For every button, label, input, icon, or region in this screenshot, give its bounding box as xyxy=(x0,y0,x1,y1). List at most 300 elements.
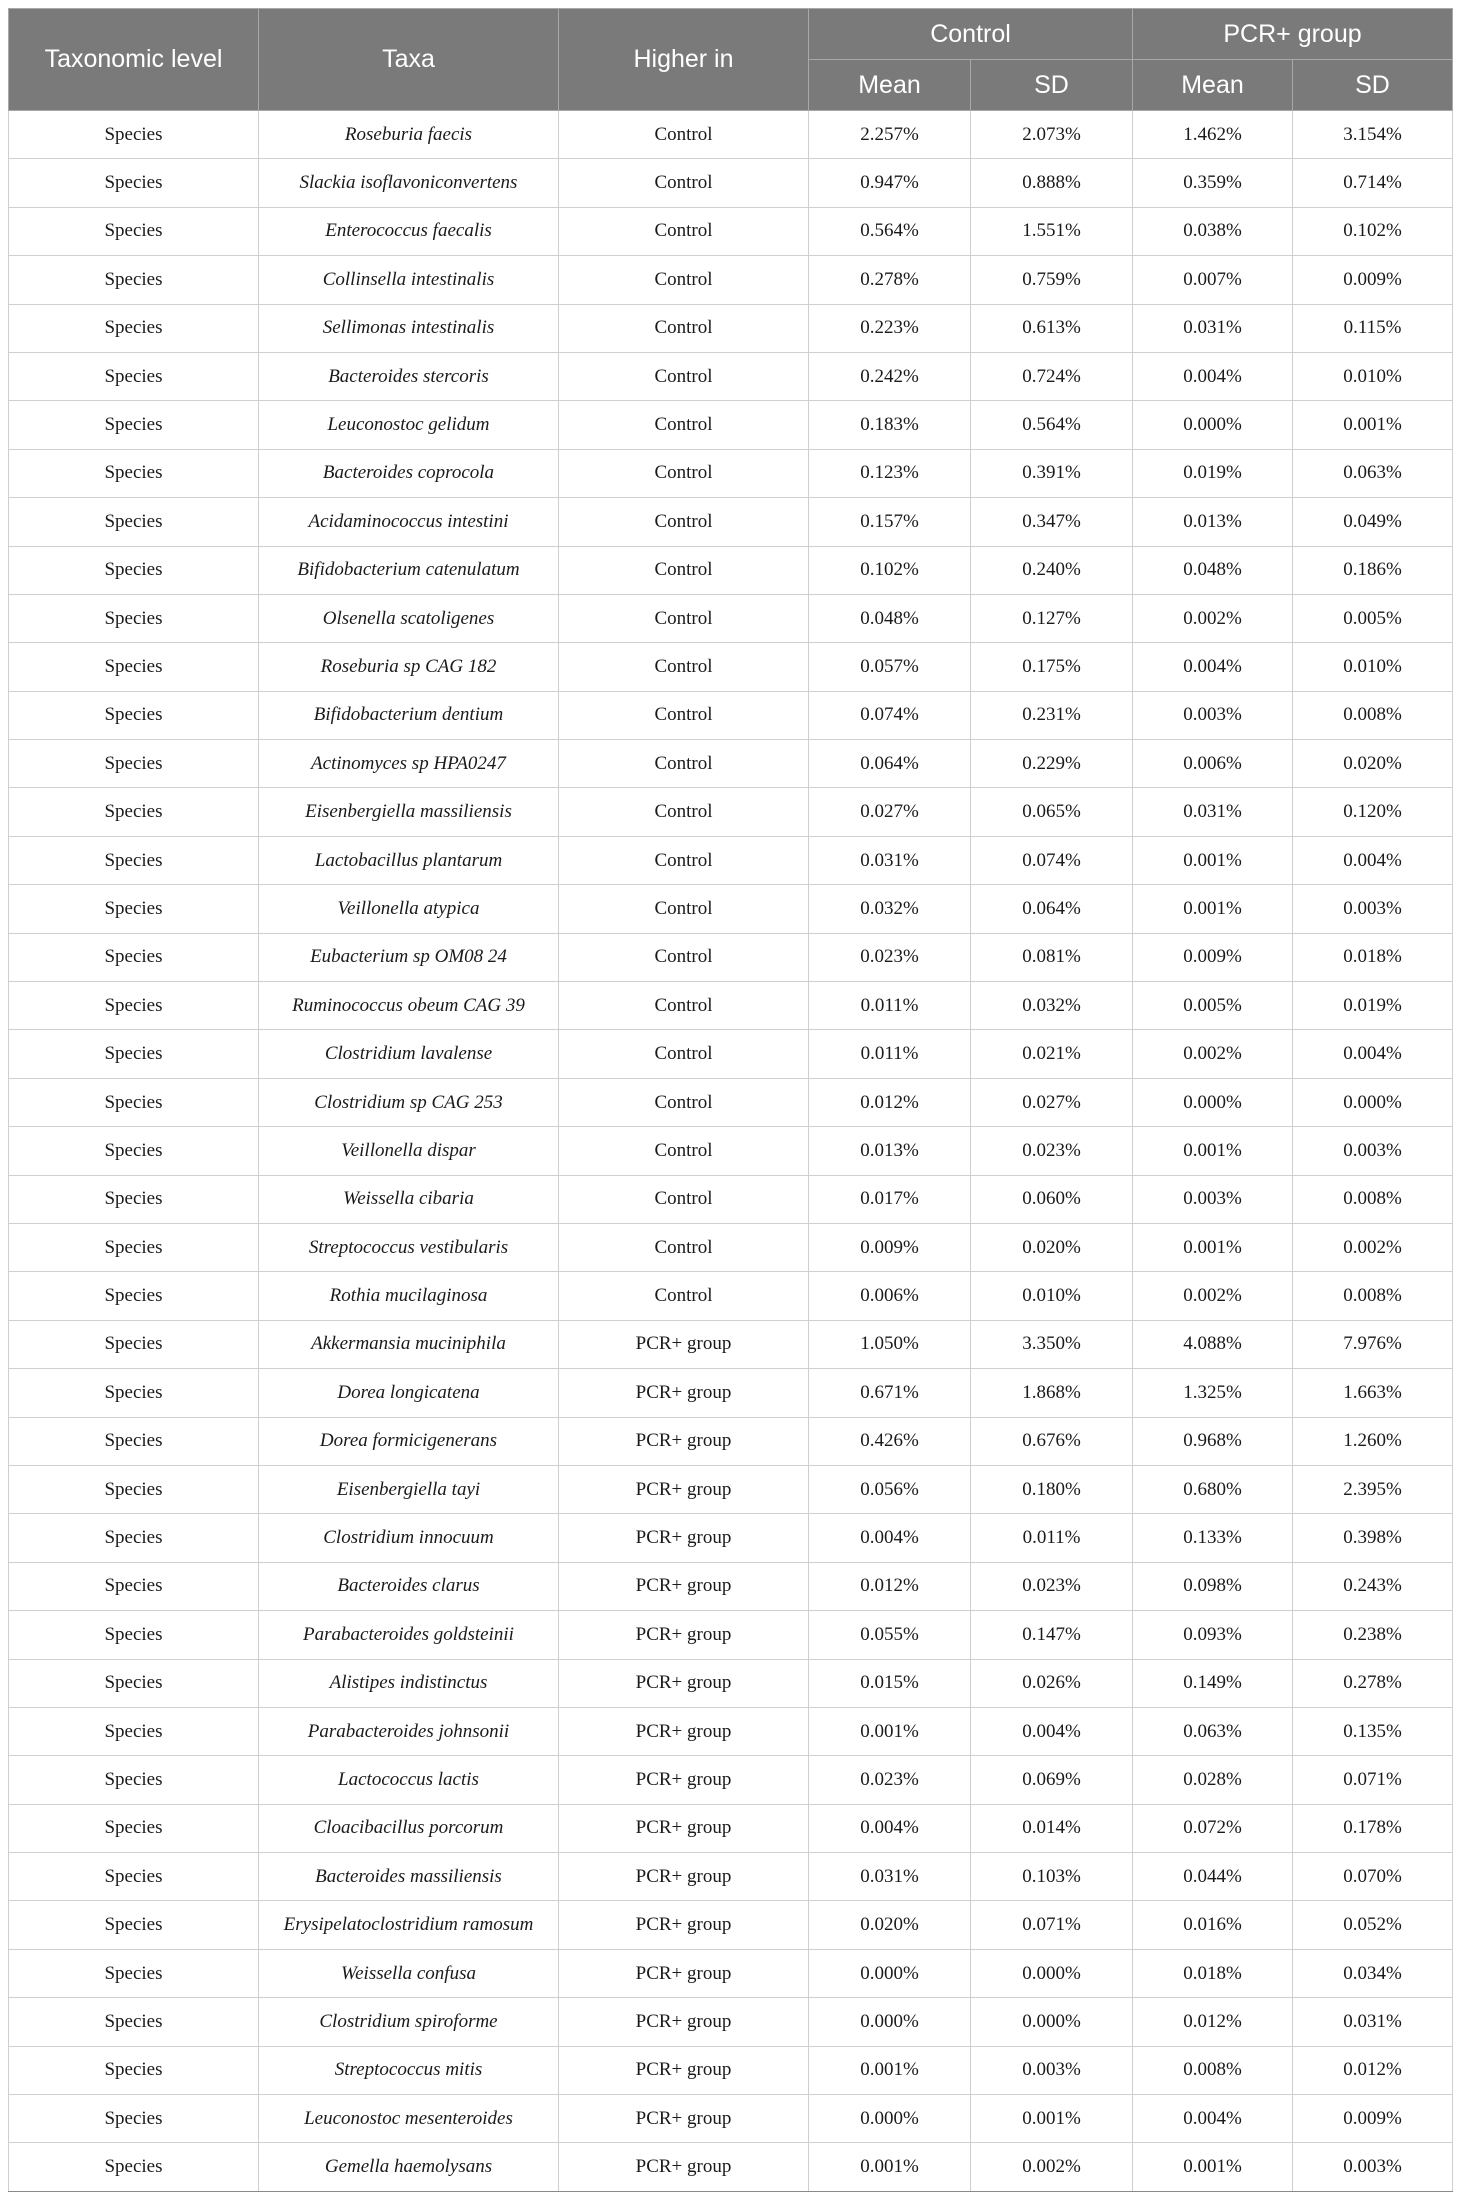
cell-taxonomic-level: Species xyxy=(9,836,259,884)
cell-pcr-mean: 0.004% xyxy=(1133,2095,1293,2143)
cell-higher-in: PCR+ group xyxy=(559,1369,809,1417)
table-row xyxy=(9,643,1453,691)
cell-taxa: Eisenbergiella massiliensis xyxy=(259,788,559,836)
cell-higher-in: PCR+ group xyxy=(559,1514,809,1562)
cell-control-sd: 0.081% xyxy=(971,933,1133,981)
cell-pcr-mean: 0.031% xyxy=(1133,788,1293,836)
cell-pcr-mean: 0.001% xyxy=(1133,885,1293,933)
cell-control-sd: 0.180% xyxy=(971,1465,1133,1513)
table-row xyxy=(9,1901,1453,1949)
cell-pcr-mean: 0.001% xyxy=(1133,1223,1293,1271)
cell-taxa: Weissella confusa xyxy=(259,1949,559,1997)
cell-taxa: Bifidobacterium dentium xyxy=(259,691,559,739)
cell-control-sd: 0.064% xyxy=(971,885,1133,933)
cell-pcr-mean: 0.093% xyxy=(1133,1611,1293,1659)
cell-control-mean: 0.011% xyxy=(809,982,971,1030)
table-row xyxy=(9,2046,1453,2094)
table-row xyxy=(9,1369,1453,1417)
cell-control-mean: 0.057% xyxy=(809,643,971,691)
cell-pcr-sd: 0.003% xyxy=(1293,1127,1453,1175)
table-row xyxy=(9,1562,1453,1610)
cell-control-sd: 0.103% xyxy=(971,1853,1133,1901)
cell-higher-in: PCR+ group xyxy=(559,2046,809,2094)
cell-control-mean: 0.564% xyxy=(809,207,971,255)
cell-control-mean: 0.064% xyxy=(809,740,971,788)
cell-taxa: Clostridium spiroforme xyxy=(259,1998,559,2046)
cell-taxa: Lactobacillus plantarum xyxy=(259,836,559,884)
cell-control-mean: 0.031% xyxy=(809,836,971,884)
cell-taxonomic-level: Species xyxy=(9,933,259,981)
cell-pcr-sd: 0.034% xyxy=(1293,1949,1453,1997)
header-higher-in: Higher in xyxy=(559,9,809,111)
cell-higher-in: PCR+ group xyxy=(559,1998,809,2046)
cell-control-mean: 0.006% xyxy=(809,1272,971,1320)
cell-higher-in: PCR+ group xyxy=(559,1901,809,1949)
cell-higher-in: PCR+ group xyxy=(559,1320,809,1368)
cell-taxonomic-level: Species xyxy=(9,1611,259,1659)
cell-pcr-mean: 4.088% xyxy=(1133,1320,1293,1368)
cell-higher-in: PCR+ group xyxy=(559,1417,809,1465)
cell-control-sd: 3.350% xyxy=(971,1320,1133,1368)
cell-taxa: Gemella haemolysans xyxy=(259,2143,559,2191)
cell-control-mean: 2.257% xyxy=(809,111,971,159)
cell-control-sd: 0.074% xyxy=(971,836,1133,884)
cell-control-mean: 0.123% xyxy=(809,449,971,497)
header-pcr-sd: SD xyxy=(1293,60,1453,111)
cell-taxa: Leuconostoc mesenteroides xyxy=(259,2095,559,2143)
table-row xyxy=(9,401,1453,449)
cell-control-sd: 0.060% xyxy=(971,1175,1133,1223)
cell-taxa: Eubacterium sp OM08 24 xyxy=(259,933,559,981)
cell-pcr-mean: 0.063% xyxy=(1133,1707,1293,1755)
cell-higher-in: Control xyxy=(559,498,809,546)
cell-pcr-sd: 0.238% xyxy=(1293,1611,1453,1659)
cell-taxa: Clostridium lavalense xyxy=(259,1030,559,1078)
cell-pcr-mean: 0.007% xyxy=(1133,256,1293,304)
cell-pcr-mean: 0.001% xyxy=(1133,2143,1293,2191)
cell-pcr-sd: 3.154% xyxy=(1293,111,1453,159)
cell-higher-in: PCR+ group xyxy=(559,1707,809,1755)
cell-taxonomic-level: Species xyxy=(9,1030,259,1078)
cell-higher-in: PCR+ group xyxy=(559,1611,809,1659)
table-row xyxy=(9,1030,1453,1078)
cell-control-mean: 0.278% xyxy=(809,256,971,304)
cell-higher-in: Control xyxy=(559,1223,809,1271)
cell-taxonomic-level: Species xyxy=(9,401,259,449)
cell-taxonomic-level: Species xyxy=(9,1078,259,1126)
cell-higher-in: Control xyxy=(559,1175,809,1223)
cell-pcr-mean: 0.038% xyxy=(1133,207,1293,255)
cell-higher-in: Control xyxy=(559,546,809,594)
table-row xyxy=(9,498,1453,546)
cell-higher-in: PCR+ group xyxy=(559,1804,809,1852)
cell-taxa: Alistipes indistinctus xyxy=(259,1659,559,1707)
cell-control-mean: 0.023% xyxy=(809,1756,971,1804)
cell-higher-in: Control xyxy=(559,401,809,449)
cell-higher-in: Control xyxy=(559,1272,809,1320)
cell-taxonomic-level: Species xyxy=(9,1223,259,1271)
cell-control-mean: 0.011% xyxy=(809,1030,971,1078)
cell-taxonomic-level: Species xyxy=(9,1901,259,1949)
cell-taxa: Clostridium innocuum xyxy=(259,1514,559,1562)
cell-control-sd: 0.004% xyxy=(971,1707,1133,1755)
cell-pcr-sd: 0.070% xyxy=(1293,1853,1453,1901)
cell-pcr-sd: 0.003% xyxy=(1293,2143,1453,2191)
cell-pcr-mean: 0.009% xyxy=(1133,933,1293,981)
cell-control-mean: 0.032% xyxy=(809,885,971,933)
cell-pcr-mean: 0.008% xyxy=(1133,2046,1293,2094)
table-row xyxy=(9,1514,1453,1562)
cell-taxonomic-level: Species xyxy=(9,643,259,691)
cell-taxonomic-level: Species xyxy=(9,1175,259,1223)
cell-pcr-sd: 0.120% xyxy=(1293,788,1453,836)
cell-taxonomic-level: Species xyxy=(9,159,259,207)
cell-higher-in: PCR+ group xyxy=(559,2095,809,2143)
cell-taxa: Erysipelatoclostridium ramosum xyxy=(259,1901,559,1949)
cell-pcr-sd: 0.071% xyxy=(1293,1756,1453,1804)
cell-higher-in: Control xyxy=(559,594,809,642)
cell-pcr-mean: 0.002% xyxy=(1133,1272,1293,1320)
table-body xyxy=(9,111,1453,2192)
cell-pcr-mean: 0.003% xyxy=(1133,1175,1293,1223)
cell-taxa: Roseburia faecis xyxy=(259,111,559,159)
cell-pcr-mean: 0.001% xyxy=(1133,836,1293,884)
cell-pcr-mean: 0.968% xyxy=(1133,1417,1293,1465)
cell-control-mean: 0.031% xyxy=(809,1853,971,1901)
cell-pcr-sd: 0.010% xyxy=(1293,352,1453,400)
header-control-group: Control xyxy=(809,9,1133,60)
cell-taxonomic-level: Species xyxy=(9,1756,259,1804)
cell-higher-in: PCR+ group xyxy=(559,1949,809,1997)
cell-control-mean: 0.671% xyxy=(809,1369,971,1417)
cell-taxa: Enterococcus faecalis xyxy=(259,207,559,255)
cell-higher-in: PCR+ group xyxy=(559,1659,809,1707)
cell-higher-in: Control xyxy=(559,449,809,497)
cell-taxonomic-level: Species xyxy=(9,1804,259,1852)
cell-control-sd: 2.073% xyxy=(971,111,1133,159)
cell-control-sd: 0.229% xyxy=(971,740,1133,788)
cell-taxonomic-level: Species xyxy=(9,2095,259,2143)
cell-taxonomic-level: Species xyxy=(9,1998,259,2046)
cell-pcr-sd: 0.012% xyxy=(1293,2046,1453,2094)
cell-control-sd: 0.065% xyxy=(971,788,1133,836)
cell-control-mean: 0.015% xyxy=(809,1659,971,1707)
cell-taxonomic-level: Species xyxy=(9,1417,259,1465)
cell-pcr-sd: 0.009% xyxy=(1293,2095,1453,2143)
cell-taxonomic-level: Species xyxy=(9,1465,259,1513)
cell-taxa: Slackia isoflavoniconvertens xyxy=(259,159,559,207)
table-row xyxy=(9,982,1453,1030)
taxa-abundance-table xyxy=(8,8,1453,2192)
cell-higher-in: PCR+ group xyxy=(559,1562,809,1610)
table-row xyxy=(9,352,1453,400)
cell-pcr-sd: 0.005% xyxy=(1293,594,1453,642)
cell-higher-in: Control xyxy=(559,256,809,304)
cell-pcr-sd: 0.063% xyxy=(1293,449,1453,497)
cell-taxa: Dorea formicigenerans xyxy=(259,1417,559,1465)
cell-taxa: Clostridium sp CAG 253 xyxy=(259,1078,559,1126)
cell-taxonomic-level: Species xyxy=(9,2143,259,2191)
cell-higher-in: Control xyxy=(559,304,809,352)
cell-control-mean: 0.004% xyxy=(809,1804,971,1852)
cell-pcr-mean: 0.031% xyxy=(1133,304,1293,352)
cell-pcr-mean: 0.001% xyxy=(1133,1127,1293,1175)
cell-pcr-sd: 0.004% xyxy=(1293,1030,1453,1078)
cell-pcr-sd: 0.009% xyxy=(1293,256,1453,304)
table-row xyxy=(9,546,1453,594)
table-row xyxy=(9,1949,1453,1997)
cell-taxa: Rothia mucilaginosa xyxy=(259,1272,559,1320)
cell-pcr-sd: 1.663% xyxy=(1293,1369,1453,1417)
cell-taxa: Bacteroides coprocola xyxy=(259,449,559,497)
cell-taxonomic-level: Species xyxy=(9,594,259,642)
cell-pcr-sd: 0.001% xyxy=(1293,401,1453,449)
cell-pcr-sd: 0.008% xyxy=(1293,1272,1453,1320)
header-pcr-mean: Mean xyxy=(1133,60,1293,111)
cell-pcr-sd: 0.052% xyxy=(1293,1901,1453,1949)
cell-taxa: Roseburia sp CAG 182 xyxy=(259,643,559,691)
cell-control-sd: 0.347% xyxy=(971,498,1133,546)
cell-control-mean: 0.027% xyxy=(809,788,971,836)
cell-taxonomic-level: Species xyxy=(9,1369,259,1417)
cell-pcr-mean: 0.019% xyxy=(1133,449,1293,497)
cell-control-sd: 0.021% xyxy=(971,1030,1133,1078)
cell-pcr-sd: 0.102% xyxy=(1293,207,1453,255)
cell-higher-in: PCR+ group xyxy=(559,1756,809,1804)
cell-control-sd: 0.676% xyxy=(971,1417,1133,1465)
cell-pcr-sd: 0.178% xyxy=(1293,1804,1453,1852)
cell-taxa: Eisenbergiella tayi xyxy=(259,1465,559,1513)
table-row xyxy=(9,788,1453,836)
cell-pcr-mean: 0.018% xyxy=(1133,1949,1293,1997)
cell-taxonomic-level: Species xyxy=(9,740,259,788)
cell-pcr-sd: 0.008% xyxy=(1293,691,1453,739)
cell-pcr-mean: 0.098% xyxy=(1133,1562,1293,1610)
cell-control-sd: 1.551% xyxy=(971,207,1133,255)
cell-control-mean: 0.048% xyxy=(809,594,971,642)
table-row xyxy=(9,691,1453,739)
cell-pcr-mean: 0.000% xyxy=(1133,1078,1293,1126)
cell-control-mean: 0.013% xyxy=(809,1127,971,1175)
cell-pcr-sd: 1.260% xyxy=(1293,1417,1453,1465)
cell-higher-in: Control xyxy=(559,207,809,255)
cell-taxa: Parabacteroides goldsteinii xyxy=(259,1611,559,1659)
cell-control-sd: 0.023% xyxy=(971,1127,1133,1175)
cell-control-mean: 0.001% xyxy=(809,2143,971,2191)
cell-pcr-sd: 0.135% xyxy=(1293,1707,1453,1755)
cell-control-sd: 0.020% xyxy=(971,1223,1133,1271)
cell-pcr-mean: 0.012% xyxy=(1133,1998,1293,2046)
table-row xyxy=(9,1272,1453,1320)
header-control-sd: SD xyxy=(971,60,1133,111)
cell-control-sd: 0.003% xyxy=(971,2046,1133,2094)
cell-control-mean: 0.426% xyxy=(809,1417,971,1465)
table-row xyxy=(9,207,1453,255)
table-row xyxy=(9,2095,1453,2143)
cell-pcr-mean: 0.028% xyxy=(1133,1756,1293,1804)
cell-pcr-sd: 0.018% xyxy=(1293,933,1453,981)
cell-pcr-sd: 0.000% xyxy=(1293,1078,1453,1126)
cell-higher-in: PCR+ group xyxy=(559,1853,809,1901)
cell-taxa: Veillonella dispar xyxy=(259,1127,559,1175)
cell-taxonomic-level: Species xyxy=(9,111,259,159)
cell-pcr-sd: 7.976% xyxy=(1293,1320,1453,1368)
cell-taxa: Streptococcus mitis xyxy=(259,2046,559,2094)
cell-taxa: Dorea longicatena xyxy=(259,1369,559,1417)
cell-control-sd: 0.014% xyxy=(971,1804,1133,1852)
cell-higher-in: Control xyxy=(559,933,809,981)
cell-control-sd: 0.032% xyxy=(971,982,1133,1030)
cell-control-sd: 0.391% xyxy=(971,449,1133,497)
cell-control-sd: 0.000% xyxy=(971,1998,1133,2046)
table-row xyxy=(9,1465,1453,1513)
cell-higher-in: Control xyxy=(559,691,809,739)
cell-control-sd: 0.175% xyxy=(971,643,1133,691)
cell-control-sd: 0.759% xyxy=(971,256,1133,304)
data-table-container xyxy=(8,8,1452,2192)
cell-higher-in: Control xyxy=(559,836,809,884)
cell-taxa: Bacteroides stercoris xyxy=(259,352,559,400)
cell-pcr-mean: 0.149% xyxy=(1133,1659,1293,1707)
cell-control-mean: 0.009% xyxy=(809,1223,971,1271)
cell-taxa: Bacteroides clarus xyxy=(259,1562,559,1610)
cell-control-sd: 0.613% xyxy=(971,304,1133,352)
cell-taxa: Leuconostoc gelidum xyxy=(259,401,559,449)
cell-taxa: Olsenella scatoligenes xyxy=(259,594,559,642)
cell-taxonomic-level: Species xyxy=(9,1707,259,1755)
cell-higher-in: Control xyxy=(559,1030,809,1078)
cell-taxa: Weissella cibaria xyxy=(259,1175,559,1223)
cell-higher-in: Control xyxy=(559,740,809,788)
table-row xyxy=(9,1853,1453,1901)
table-row xyxy=(9,111,1453,159)
table-row xyxy=(9,933,1453,981)
cell-taxonomic-level: Species xyxy=(9,352,259,400)
cell-control-mean: 0.000% xyxy=(809,1998,971,2046)
cell-control-mean: 0.017% xyxy=(809,1175,971,1223)
cell-taxonomic-level: Species xyxy=(9,1562,259,1610)
cell-taxonomic-level: Species xyxy=(9,1659,259,1707)
cell-higher-in: PCR+ group xyxy=(559,1465,809,1513)
cell-taxa: Streptococcus vestibularis xyxy=(259,1223,559,1271)
cell-pcr-mean: 0.005% xyxy=(1133,982,1293,1030)
cell-higher-in: Control xyxy=(559,111,809,159)
table-row xyxy=(9,1127,1453,1175)
table-row xyxy=(9,885,1453,933)
cell-control-mean: 0.001% xyxy=(809,2046,971,2094)
table-row xyxy=(9,449,1453,497)
cell-higher-in: Control xyxy=(559,885,809,933)
cell-higher-in: Control xyxy=(559,788,809,836)
cell-pcr-sd: 0.031% xyxy=(1293,1998,1453,2046)
cell-control-mean: 0.183% xyxy=(809,401,971,449)
table-row xyxy=(9,594,1453,642)
cell-taxa: Akkermansia muciniphila xyxy=(259,1320,559,1368)
cell-pcr-sd: 0.278% xyxy=(1293,1659,1453,1707)
cell-taxonomic-level: Species xyxy=(9,2046,259,2094)
table-row xyxy=(9,1756,1453,1804)
cell-control-sd: 0.231% xyxy=(971,691,1133,739)
cell-control-sd: 0.011% xyxy=(971,1514,1133,1562)
cell-control-sd: 1.868% xyxy=(971,1369,1133,1417)
cell-control-mean: 0.242% xyxy=(809,352,971,400)
table-row xyxy=(9,2143,1453,2191)
cell-control-sd: 0.026% xyxy=(971,1659,1133,1707)
table-row xyxy=(9,256,1453,304)
cell-pcr-mean: 0.044% xyxy=(1133,1853,1293,1901)
cell-taxonomic-level: Species xyxy=(9,498,259,546)
cell-control-mean: 0.947% xyxy=(809,159,971,207)
header-pcr-group: PCR+ group xyxy=(1133,9,1453,60)
cell-control-sd: 0.564% xyxy=(971,401,1133,449)
table-row xyxy=(9,1320,1453,1368)
cell-pcr-mean: 0.004% xyxy=(1133,643,1293,691)
cell-pcr-sd: 0.243% xyxy=(1293,1562,1453,1610)
cell-control-mean: 0.000% xyxy=(809,1949,971,1997)
cell-control-mean: 0.157% xyxy=(809,498,971,546)
cell-control-sd: 0.000% xyxy=(971,1949,1133,1997)
cell-control-sd: 0.147% xyxy=(971,1611,1133,1659)
table-row xyxy=(9,304,1453,352)
cell-control-sd: 0.001% xyxy=(971,2095,1133,2143)
cell-pcr-sd: 0.020% xyxy=(1293,740,1453,788)
cell-pcr-sd: 0.398% xyxy=(1293,1514,1453,1562)
cell-taxa: Parabacteroides johnsonii xyxy=(259,1707,559,1755)
cell-control-mean: 0.223% xyxy=(809,304,971,352)
cell-pcr-sd: 0.010% xyxy=(1293,643,1453,691)
cell-pcr-mean: 0.048% xyxy=(1133,546,1293,594)
cell-pcr-mean: 0.013% xyxy=(1133,498,1293,546)
table-row xyxy=(9,1998,1453,2046)
cell-control-sd: 0.027% xyxy=(971,1078,1133,1126)
cell-taxonomic-level: Species xyxy=(9,885,259,933)
cell-control-mean: 0.012% xyxy=(809,1562,971,1610)
cell-pcr-sd: 0.115% xyxy=(1293,304,1453,352)
cell-pcr-mean: 0.133% xyxy=(1133,1514,1293,1562)
cell-pcr-sd: 0.049% xyxy=(1293,498,1453,546)
cell-taxonomic-level: Species xyxy=(9,449,259,497)
cell-control-mean: 0.102% xyxy=(809,546,971,594)
cell-control-sd: 0.002% xyxy=(971,2143,1133,2191)
table-row xyxy=(9,740,1453,788)
cell-control-sd: 0.071% xyxy=(971,1901,1133,1949)
cell-higher-in: Control xyxy=(559,1127,809,1175)
cell-taxa: Lactococcus lactis xyxy=(259,1756,559,1804)
cell-pcr-mean: 0.016% xyxy=(1133,1901,1293,1949)
cell-pcr-sd: 0.008% xyxy=(1293,1175,1453,1223)
cell-higher-in: Control xyxy=(559,352,809,400)
header-control-mean: Mean xyxy=(809,60,971,111)
cell-pcr-mean: 0.072% xyxy=(1133,1804,1293,1852)
cell-taxonomic-level: Species xyxy=(9,546,259,594)
cell-pcr-sd: 2.395% xyxy=(1293,1465,1453,1513)
cell-taxa: Ruminococcus obeum CAG 39 xyxy=(259,982,559,1030)
cell-taxonomic-level: Species xyxy=(9,1272,259,1320)
cell-pcr-sd: 0.003% xyxy=(1293,885,1453,933)
cell-taxonomic-level: Species xyxy=(9,1853,259,1901)
cell-control-mean: 0.023% xyxy=(809,933,971,981)
cell-taxonomic-level: Species xyxy=(9,1127,259,1175)
cell-pcr-sd: 0.004% xyxy=(1293,836,1453,884)
table-row xyxy=(9,1223,1453,1271)
cell-pcr-sd: 0.714% xyxy=(1293,159,1453,207)
table-row xyxy=(9,836,1453,884)
cell-taxonomic-level: Species xyxy=(9,1320,259,1368)
cell-control-mean: 0.055% xyxy=(809,1611,971,1659)
cell-taxa: Veillonella atypica xyxy=(259,885,559,933)
header-taxonomic-level: Taxonomic level xyxy=(9,9,259,111)
cell-pcr-mean: 0.004% xyxy=(1133,352,1293,400)
